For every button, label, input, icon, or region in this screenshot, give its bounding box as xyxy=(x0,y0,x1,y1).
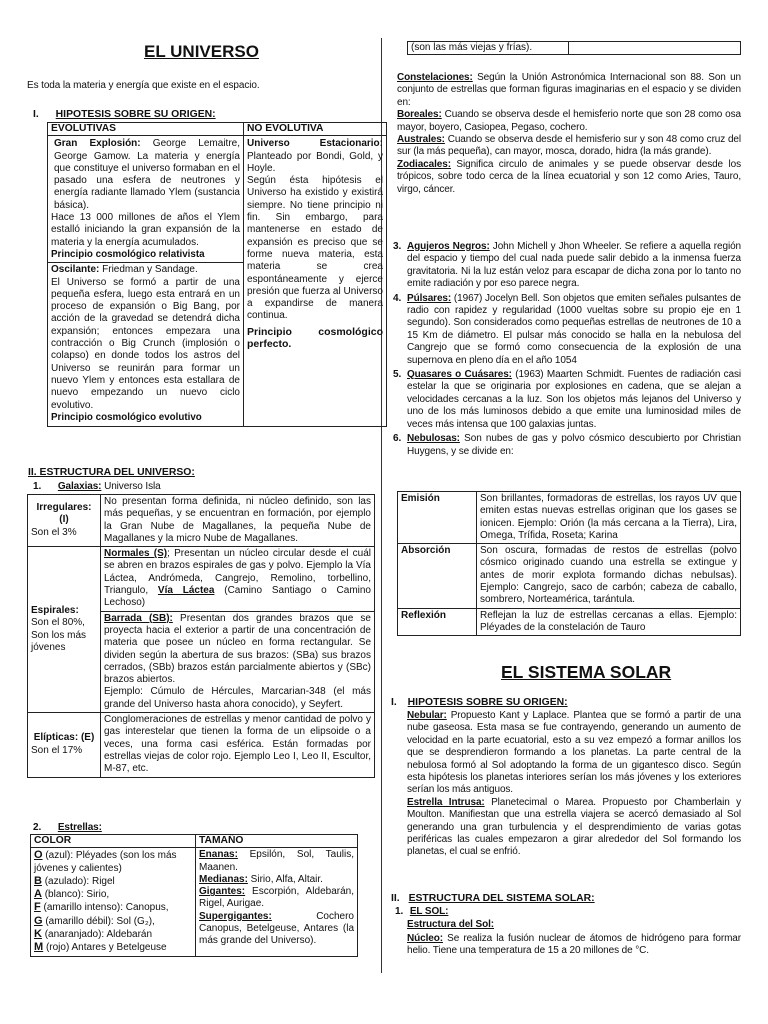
color-a xyxy=(34,888,192,901)
nucleo-block xyxy=(407,933,741,958)
gran-explosion-text xyxy=(51,138,240,212)
color-key: B xyxy=(34,874,42,887)
intrusa-text: Planetecimal o Marea. Propuesto por Chamberlain y Moulton. Manifiestan que una estrella viajera se acercó demasiado al Sol generando una gran turbulencia y el desprendimiento de varias gotas periféricas las cuales empezaron a girar alrededor del Sol formando los planetas, el cual se enfrió. xyxy=(407,796,741,858)
estrellas-table xyxy=(30,834,358,957)
section-title: ESTRUCTURA DEL SISTEMA SOLAR: xyxy=(408,893,595,904)
galaxias-heading xyxy=(33,481,161,493)
item-quasares xyxy=(393,369,741,431)
estrellas-heading xyxy=(33,822,102,834)
item-text: (1967) Jocelyn Bell. Son objetos que emiten señales pulsantes de radio con rapidez y regularidad (1000 vueltas sobre su propio eje en 1 segundo). Son considerados como pequeñas estrellas de neutrones de 10 a 15 Km de diámetro. El pulsar más conocido se halla en la nebulosa del Cangrejo que se formó como consecuencia de la explosión de una supernova en pleno día en el año 1054 xyxy=(407,292,741,366)
item-number: 6. xyxy=(393,433,402,445)
galaxias-label: Galaxias: xyxy=(57,481,102,492)
color-value: (azul): Pléyades (son los más jóvenes y calientes) xyxy=(34,850,177,874)
color-value: (blanco): Sirio, xyxy=(41,889,110,901)
size-enanas xyxy=(199,849,354,874)
size-list xyxy=(196,848,358,956)
estrella-intrusa xyxy=(407,797,741,859)
color-g xyxy=(34,915,192,928)
item-number: 5. xyxy=(393,369,402,381)
constelaciones-text: Según la Unión Astronómica Internacional son 88. Son un conjunto de estrellas que forman figuras imaginarias en el espacio y se dividen en: xyxy=(397,72,741,108)
oscilante-label: Oscilante: xyxy=(51,264,100,276)
nebulosa-emision-label: Emisión xyxy=(398,492,477,544)
section-1-heading xyxy=(33,109,216,120)
barrada-text: Presentan dos grandes brazos que se proyecta hacia el exterior a partir de una concentración de materia que posee un núcleo en forma rectangular. Se dividen según la abertura de sus brazos: (SBa) sus brazos cerrados, (SBb) brazos están parcialmente abiertos y (SBc) brazos abiertos. xyxy=(104,612,371,686)
perfecto-label: Principio cosmológico perfecto. xyxy=(247,325,383,351)
item-number: 3. xyxy=(393,241,402,252)
irregulares-desc: No presentan forma definida, ni núcleo definido, son las más pequeñas, y se encuentran en formación, por ejemplo la Gran Nube de Magallanes, la pequeña Nube de Magallanes y la micro Nube de Magallanes. xyxy=(101,495,375,547)
color-value: (rojo) Antares y Betelgeuse xyxy=(43,942,167,954)
section-number: I. xyxy=(391,697,397,708)
size-value: Epsilón, Sol, Taulis, Maanen. xyxy=(199,849,354,873)
color-o xyxy=(34,849,192,875)
via-lactea-label: Vía Láctea xyxy=(157,585,215,597)
estructura-sol-label: Estructura del Sol: xyxy=(407,919,495,930)
numbered-items xyxy=(393,241,741,458)
item-text: (1963) Maarten Schmidt. Fuentes de radiación casi estelar la que se originaria por explosiones en cadena, que se alejan a velocidades cercanas a la luz. Son los objetos más lejanos del Universo y uno de los más luminosos debido a que emite una luminosidad miles de veces más intensa que 100 galaxias juntas. xyxy=(407,369,741,430)
size-value: Escorpión, Aldebarán, Rigel, Aurigae. xyxy=(199,886,354,910)
sistema-solar-title: EL SISTEMA SOLAR xyxy=(501,662,672,682)
zodiacales xyxy=(397,159,741,196)
item-agujeros-negros xyxy=(393,241,741,291)
color-value: (amarillo débil): Sol (G₂), xyxy=(42,915,155,927)
oscilante-text: El Universo se formó a partir de una pequeña esfera, luego esta entrará en un proceso de expansión o Big Bang, por acción de la gravedad se detendrá dicha expansión; entonces empezara una contracción o Big Crunch (implosión o colapso) en donde todos los astros del Universo se reunirán para formar un nuevo Ylem y entonces esta estallara de nuevo empezando un nuevo ciclo evolutivo. xyxy=(51,276,240,411)
color-b xyxy=(34,875,192,888)
size-key: Supergigantes: xyxy=(199,910,272,922)
color-value: (anaranjado): Aldebarán xyxy=(41,929,153,941)
gran-explosion-label: Gran Explosión: xyxy=(54,138,141,150)
nucleo-label: Núcleo: xyxy=(407,933,443,944)
espirales-label: Espirales: xyxy=(31,605,79,617)
header-evolutivas: EVOLUTIVAS xyxy=(48,123,244,136)
color-k xyxy=(34,928,192,941)
relativista-label: Principio cosmológico relativista xyxy=(51,248,205,260)
section-2-heading: II. ESTRUCTURA DEL UNIVERSO: xyxy=(28,467,195,478)
irregulares-pct: Son el 3% xyxy=(31,526,77,538)
continuation-cell: (son las más viejas y frías). xyxy=(408,42,569,55)
item-pulsares xyxy=(393,293,741,367)
section-title: HIPOTESIS SOBRE SU ORIGEN: xyxy=(407,697,568,708)
section-title: HIPOTESIS SOBRE SU ORIGEN: xyxy=(55,109,216,120)
galaxias-table xyxy=(27,494,375,778)
continuation-empty-cell xyxy=(569,42,741,55)
australes-label: Australes: xyxy=(397,134,445,146)
item-number: 4. xyxy=(393,292,402,304)
color-key: G xyxy=(34,914,43,927)
zodiacales-text: Significa circulo de animales y se puede observar desde los trópicos, sobre todo cerca de la línea ecuatorial y son 12 como Aries, Tauro, virgo, cáncer. xyxy=(397,158,741,195)
size-value: Cochero Canopus, Betelgeuse, Antares (la más grande del Universo). xyxy=(199,910,354,947)
hypothesis-table xyxy=(47,122,387,427)
boreales xyxy=(397,109,741,134)
size-value: Sirio, Alfa, Altair. xyxy=(247,873,323,885)
normales-text: ; Presentan un núcleo circular desde el cuál se abren en brazos espirales de gas y polvo. Ejemplo la Vía Láctea, Andrómeda, Cangrejo, Remolino, torbellino, Triangulo, xyxy=(104,548,371,597)
barrada-desc xyxy=(101,611,375,712)
sol-label: EL SOL: xyxy=(409,906,449,917)
australes xyxy=(397,134,741,159)
nebulosa-reflexion-desc: Reflejan la luz de estrellas cercanas a ellas. Ejemplo: Pléyades de la constelación de Tauro xyxy=(477,608,741,636)
normales-label: Normales (S) xyxy=(104,548,168,560)
nucleo-text: Se realiza la fusión nuclear de átomos de hidrógeno para formar helio. Tiene una temperatura de 15 a 20 millones de °C. xyxy=(407,933,741,957)
section-number: I. xyxy=(33,109,39,120)
color-key: K xyxy=(34,928,42,941)
estacionario-label: Universo Estacionario: xyxy=(247,138,383,150)
elipticas-label-cell xyxy=(28,713,101,777)
oscilante-block xyxy=(48,262,243,424)
item-label: Quasares o Cuásares: xyxy=(407,369,512,381)
color-key: M xyxy=(34,941,44,954)
color-value: (azulado): Rigel xyxy=(41,875,115,887)
zodiacales-label: Zodiacales: xyxy=(397,158,451,170)
boreales-label: Boreales: xyxy=(397,109,442,121)
constelaciones-block xyxy=(397,72,741,196)
item-label: Nebulosas: xyxy=(407,433,460,445)
elipticas-desc: Conglomeraciones de estrellas y menor cantidad de polvo y gas interestelar que tienen la forma de un elipsoide o a veces, una forma casi esférica. Están formadas por estrellas viejas de color rojo. Ejemplo Leo I, Leo II, Escultor, M-87, etc. xyxy=(101,713,375,777)
elipticas-pct: Son el 17% xyxy=(31,744,83,756)
item-label: Agujeros Negros: xyxy=(407,241,490,252)
color-list xyxy=(31,848,196,956)
sol-number: 1. xyxy=(395,906,404,917)
sol-heading xyxy=(395,906,448,918)
galaxias-desc: Universo Isla xyxy=(101,481,161,492)
item-text: Son nubes de gas y polvo cósmico descubierto por Christian Huygens, y se divide en: xyxy=(407,433,741,457)
color-key: A xyxy=(34,888,42,901)
estrellas-label: Estrellas: xyxy=(57,822,102,833)
evolutivas-cell xyxy=(48,136,244,427)
constelaciones-label: Constelaciones: xyxy=(397,72,473,83)
nebulosa-absorcion-label: Absorción xyxy=(398,544,477,608)
estacionario-text-2: Según ésta hipótesis el Universo ha existido y existirá siempre. No tiene principio ni fin. Sin embargo, para mantenerse en estado de expansión es preciso que se forme nueva materia, esta materia se crea espontáneamente y ejerce presión que fuerza al Universo a expandirse de manera continua. xyxy=(247,175,383,322)
size-key: Medianas: xyxy=(199,873,248,885)
australes-text: Cuando se observa desde el hemisferio sur y son 48 como cruz del sur (la más pequeña), can mayor, mosca, dorado, hidra (la más grande). xyxy=(397,134,741,158)
color-m xyxy=(34,941,192,954)
solar-section-2-heading xyxy=(391,893,595,904)
nebular-text: Propuesto Kant y Laplace. Plantea que se formó a partir de una nube gaseosa. Esta masa se fue contrayendo, generando un aumento de velocidad en la parte ecuatorial, esto a su vez empezó a formar anillos los que se desprendieron formando a los planetas. La parte central de la nebulosa formó al Sol adoptando la forma de un gigantesco disco. Según esta hipótesis los planetas interiores serían los más jóvenes y los exteriores serían los más antiguos. xyxy=(407,710,741,796)
item-nebulosas xyxy=(393,433,741,458)
section-number: II. xyxy=(391,893,400,904)
solar-section-1-heading xyxy=(391,697,568,708)
irregulares-label-cell xyxy=(28,495,101,547)
irregulares-label: Irregulares: (I) xyxy=(36,502,92,526)
color-key: O xyxy=(34,849,43,862)
color-value: (amarillo intenso): Canopus, xyxy=(40,902,169,914)
color-header: COLOR xyxy=(31,835,196,848)
size-supergigantes xyxy=(199,911,354,948)
normales-tail: (Camino Santiago o Camino Lechoso) xyxy=(104,585,371,609)
size-gigantes xyxy=(199,886,354,911)
nebulosa-emision-desc: Son brillantes, formadoras de estrellas, los rayos UV que emiten estas nuevas estrellas originan que los gases se ionicen. Ejemplo: Orión (la más cercana a la Tierra), Lira, Omega, Trífida, Roseta; Karina xyxy=(477,492,741,544)
nebulosas-table xyxy=(397,491,741,636)
nebulosa-absorcion-desc: Son oscura, formadas de restos de estrellas (polvo cósmico originado cuando una estrella se extingue y antes de morir explota formando dichas nebulsas). Ejemplo: Cangrejo, saco de carbón; cabeza de caballo, sombrero, Norteamérica, tarántula. xyxy=(477,544,741,608)
normales-desc xyxy=(101,547,375,611)
gran-explosion-text-2: Hace 13 000 millones de años el Ylem estalló iniciando la gran expansión de la materia y la energía acumulados. xyxy=(51,212,240,248)
elipticas-label: Elípticas: (E) xyxy=(33,732,95,744)
nebulosa-reflexion-label: Reflexión xyxy=(398,608,477,636)
estacionario-text: Planteado por Bondi, Gold, y Hoyle. xyxy=(247,150,383,174)
estrellas-number: 2. xyxy=(33,822,42,833)
size-medianas xyxy=(199,874,354,886)
star-color-continuation-table xyxy=(407,41,741,55)
nebular-block xyxy=(407,710,741,859)
size-key: Enanas: xyxy=(199,849,238,861)
oscilante-authors: Friedman y Sandage. xyxy=(99,264,198,276)
galaxias-number: 1. xyxy=(33,481,42,492)
intrusa-label: Estrella Intrusa: xyxy=(407,796,485,808)
universo-intro: Es toda la materia y energía que existe en el espacio. xyxy=(27,80,260,91)
boreales-text: Cuando se observa desde el hemisferio norte que son 28 como osa mayor, boyero, Casiopea, Pegaso, cochero. xyxy=(397,109,741,133)
color-key: F xyxy=(34,901,41,914)
nebular-label: Nebular: xyxy=(407,710,447,721)
espirales-label-cell xyxy=(28,547,101,713)
color-f xyxy=(34,901,192,914)
espirales-pct: Son el 80%, Son los más jóvenes xyxy=(31,617,87,653)
evolutivo-label: Principio cosmológico evolutivo xyxy=(51,411,202,423)
size-key: Gigantes: xyxy=(199,886,246,898)
tamano-header: TAMAÑO xyxy=(196,835,358,848)
item-label: Púlsares: xyxy=(407,292,452,304)
header-no-evolutiva: NO EVOLUTIVA xyxy=(244,123,387,136)
universo-title: EL UNIVERSO xyxy=(144,42,259,61)
barrada-label: Barrada (SB): xyxy=(104,612,173,624)
gran-explosion-desc: George Lemaitre, George Gamow. La materia y energía que constituye el universo formaban en el pasado una esfera de neutrones y energía radiante llamado Ylem (sustancia básica). xyxy=(54,138,240,211)
barrada-example: Ejemplo: Cúmulo de Hércules, Marcarian-348 (el más grande del Universo hasta ahora conocido), y Seyfert. xyxy=(104,686,371,710)
item-text: John Michell y Jhon Wheeler. Se refiere a aquella región del espacio y tiempo del cual nada puede salir debido a la inmensa fuerza gravitatoria. Ni la luz están veloz para escapar de dicha zona por lo tanto no emite radiación y por eso parece negra. xyxy=(407,241,741,290)
no-evolutiva-cell xyxy=(244,136,387,427)
